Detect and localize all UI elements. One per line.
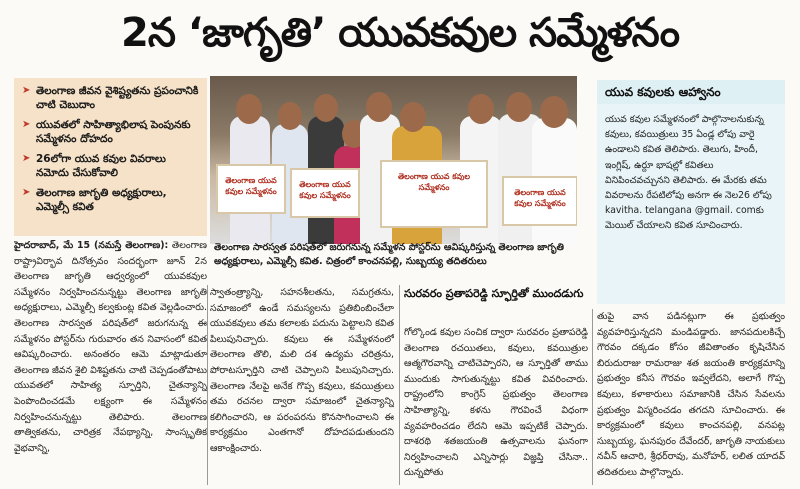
highlight-text: తెలంగాణ జీవన వైశిష్ట్యతను ప్రపంచానికి చాటి చెబుదాం <box>36 85 199 111</box>
highlight-text: 26లోగా యువ కవుల వివరాలు నమోదు చేసుకోవాలి <box>36 153 166 179</box>
poster: తెలంగాణ యువ కవుల సమ్మేళనం <box>502 176 577 226</box>
photo-caption: తెలంగాణ సారస్వత పరిషత్‌లో జరుగనున్న సమ్మేళన పోస్టర్‌ను ఆవిష్కరిస్తున్న తెలంగాణ జాగృతి అధ్యక్షురాలు, ఎమ్మెల్సీ కవిత. చిత్రంలో కాంచనపల్లి, సుబ్బయ్య తదితరులు <box>214 242 564 267</box>
column-divider <box>399 285 400 485</box>
highlight-text: తెలంగాణ జాగృతి అధ్యక్షురాలు, ఎమ్మెల్సీ కవిత <box>36 187 167 213</box>
poster: తెలంగాణ యువ కవుల సమ్మేళనం <box>290 168 360 218</box>
article-column-3: గోల్కొండ కవుల సంచిక ద్వారా సురవరం ప్రతాపరెడ్డి తెలంగాణ రచయితలు, కవులు, కవయిత్రుల ఆత్మగౌరవాన్ని చాటిచెప్పారని, ఆ స్ఫూర్తితో తాము ముందుకు సాగుతున్నట్టు కవిత వివరించారు. రాష్ట్రంలోని కాంగ్రెస్ ప్రభుత్వం తెలంగాణ సాహిత్యాన్ని, కళను గౌరవించే విధంగా వ్యవహరించడం లేదని ఆమె ఇప్పటికే చెప్పారు. దాశరథి శతజయంతి ఉత్సవాలను ఘనంగా నిర్వహించాలని ఎన్నిసార్లు విజ్ఞప్తి చేసినా.. దున్నపోతు <box>404 327 588 479</box>
article-column-2: స్వాతంత్ర్యాన్ని, సహనశీలతను, సమగ్రతను, సమాజంలో ఉండే సమస్యలను ప్రతిబింబించేలా యువకవులు తమ కలాలకు పదును పెట్టాలని కవిత పిలుపునిచ్చారు. కవులు ఈ సమ్మేళనంలో తెలంగాణ తొలి, మలి దశ ఉద్యమ చరిత్రను, పోరాటస్ఫూర్తిని చాటి చెప్పాలని పిలుపునిచ్చారు. తెలంగాణ నేలపై అనేక గొప్ప కవులు, కవయిత్రులు తమ రచనల ద్వారా సమాజంలో చైతన్యాన్ని కలిగించారని, ఆ పరంపరను కొనసాగించాలని ఈ కార్యక్రమం ఎంతగానో దోహదపడుతుందని ఆకాంక్షించారు. <box>210 287 394 454</box>
arrow-icon: ➤ <box>22 187 31 198</box>
highlight-item <box>22 118 201 146</box>
highlights-box <box>14 78 207 236</box>
subheading: సురవరం ప్రతాపరెడ్డి స్ఫూర్తితో ముందడుగు <box>404 287 584 300</box>
sidebar-body: యువ కవుల సమ్మేళనంలో పాల్గొనాలనుకున్న కవులు, కవయిత్రులు 35 ఏండ్ల లోపు వారై ఉండాలని కవిత తెలిపారు. తెలుగు, హిందీ, ఇంగ్లిష్, ఉర్దూ భాషల్లో కవితలు వినిపించవచ్చునని తెలిపారు. ఈ మేరకు తమ వివరాలను రేపటిలోపు అనగా ఈ నెల26 లోపు kavitha. telangana @gmail. comకు మెయిల్ చేయాలని కవిత సూచించారు. <box>597 104 785 304</box>
dateline: హైదరాబాద్, మే 15 (నమస్తే తెలంగాణ): <box>14 240 169 251</box>
highlight-text: యువతలో సాహిత్యాభిలాష పెంపునకు సమ్మేళనం దోహదం <box>36 119 191 145</box>
highlight-item <box>22 186 201 214</box>
arrow-icon: ➤ <box>22 119 31 130</box>
arrow-icon: ➤ <box>22 85 31 96</box>
poster: తెలంగాణ యువ కవుల సమ్మేళనం <box>216 164 286 214</box>
poster: తెలంగాణ యువ కవుల సమ్మేళనం <box>380 160 488 228</box>
article-text: తెలంగాణ రాష్ట్రావిర్భావ దినోత్సవం సందర్భంగా జూన్ 2న తెలంగాణ జాగృతి ఆధ్వర్యంలో యువకవుల సమ్మేళనం నిర్వహించనున్నట్టు తెలంగాణ జాగృతి అధ్యక్షురాలు, ఎమ్మెల్సీ కల్వకుంట్ల కవిత వెల్లడించారు. తెలంగాణ సారస్వత పరిషత్‌లో జరుగనున్న ఈ సమ్మేళనం పోస్టర్‌ను గురువారం తన నివాసంలో కవిత ఆవిష్కరించారు. అనంతరం ఆమె మాట్లాడుతూ తెలంగాణ జీవన శైలి విశిష్టతను చాటి చెప్పడంతోపాటు యువతలో సాహిత్య స్ఫూర్తిని, చైతన్యాన్ని పెంపొందించడమే లక్ష్యంగా ఈ సమ్మేళనం నిర్వహించనున్నట్టు తెలిపారు. తెలంగాణ తాత్వికతను, చారిత్రక నేపథ్యాన్ని, సాంస్కృతిక వైభవాన్ని, <box>14 240 207 454</box>
sidebar-heading: యువ కవులకు ఆహ్వానం <box>597 80 785 104</box>
column-divider <box>592 309 593 485</box>
article-column-4: తుపై వాన పడినట్లుగా ఈ ప్రభుత్వం వ్యవహరిస్తున్నదని మండిపడ్డారు. జానపదులకిచ్చే గౌరవం దక్కడం కోసం జీవితాంతం కృషిచేసిన బిరుదురాజు రామరాజు శత జయంతి కార్యక్రమాన్ని ప్రభుత్వం కనీస గౌరవం ఇవ్వలేదని, అలాగే గొప్ప కవులు, కళాకారులు సమాజానికి చేసిన సేవలను ప్రభుత్వం విస్మరించడం తగదని సూచించారు. ఈ కార్యక్రమంలో కవులు కాంచనపల్లి, వనపట్ల సుబ్బయ్య, ఘనపురం దేవేందర్, జాగృతి నాయకులు నవీన్ ఆచారి, శ్రీధర్‌రావు, మనోహర్, లలిత యాదవ్ తదితరులు పాల్గొన్నారు. <box>597 311 785 478</box>
headline: 2న ‘జాగృతి’ యువకవుల సమ్మేళనం <box>121 10 679 56</box>
highlight-item <box>22 84 201 112</box>
arrow-icon: ➤ <box>22 153 31 164</box>
highlight-item <box>22 152 201 180</box>
article-column-1 <box>14 238 207 488</box>
news-photo <box>210 76 577 244</box>
column-divider <box>207 285 208 485</box>
